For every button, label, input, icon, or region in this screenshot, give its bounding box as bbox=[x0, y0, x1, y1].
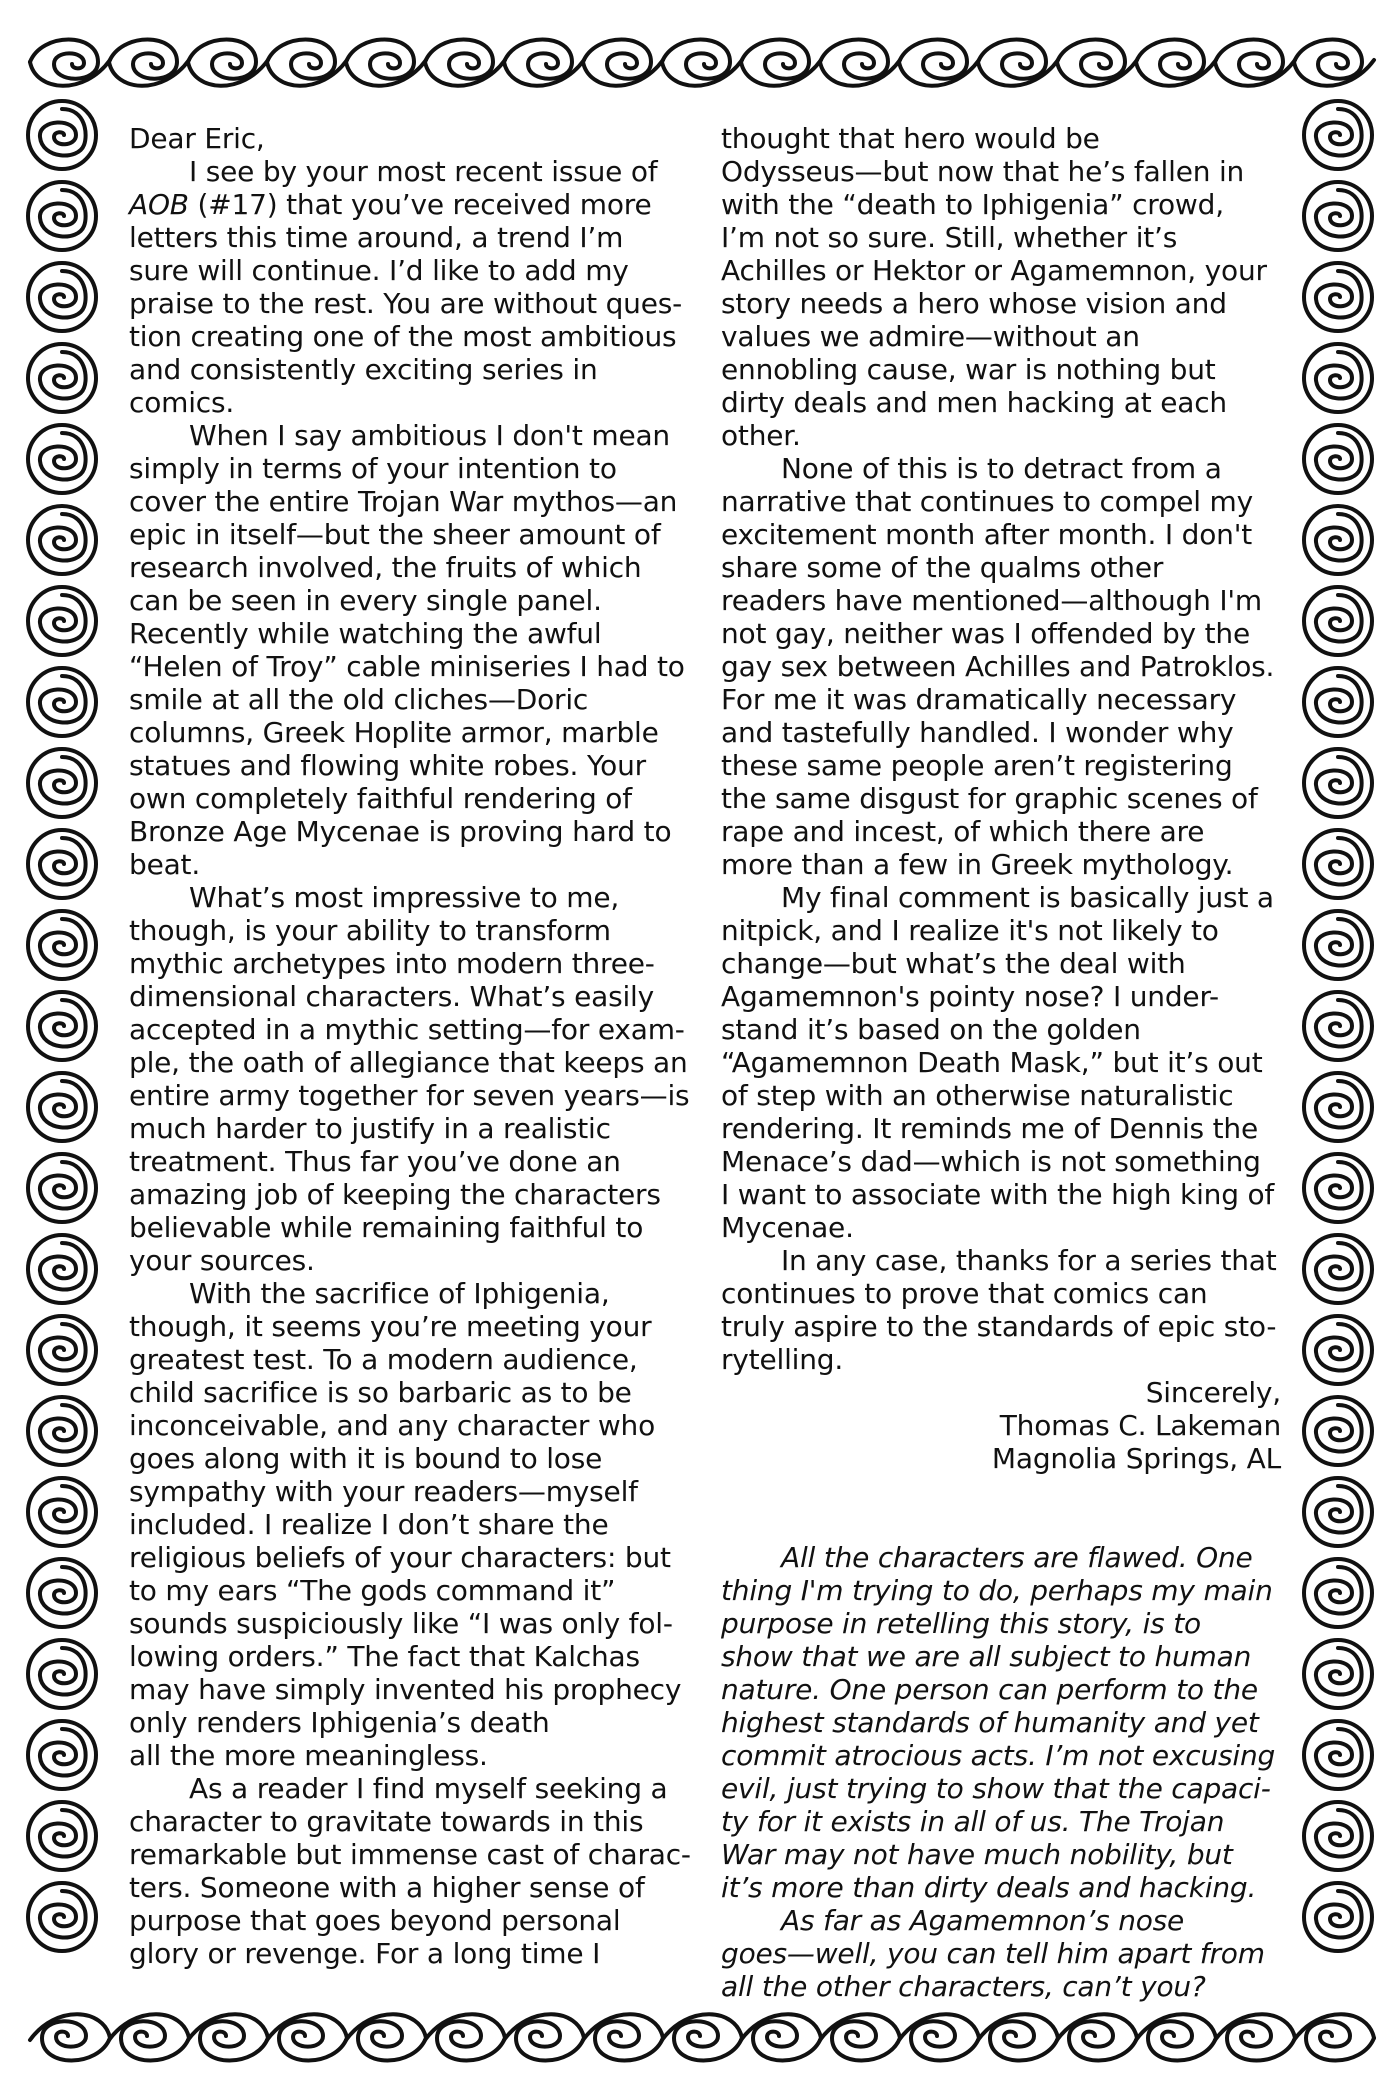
letter-line: accepted in a mythic setting—for exam- bbox=[129, 1013, 685, 1046]
spiral-wave-icon bbox=[28, 101, 96, 169]
letter-left-column bbox=[129, 122, 715, 1970]
spiral-wave-icon bbox=[1304, 749, 1372, 817]
spiral-wave-icon bbox=[899, 40, 979, 86]
spiral-wave-icon bbox=[30, 40, 110, 86]
letter-line: thought that hero would be bbox=[721, 122, 1100, 155]
letter-line: Menace’s dad—which is not something bbox=[721, 1145, 1261, 1178]
letter-line: greatest test. To a modern audience, bbox=[129, 1343, 638, 1376]
publication-title: AOB bbox=[129, 188, 189, 221]
spiral-wave-icon bbox=[1304, 587, 1372, 655]
letter-line: statues and flowing white robes. Your bbox=[129, 749, 646, 782]
letter-line: all the more meaningless. bbox=[129, 1739, 488, 1772]
border-left bbox=[28, 101, 96, 1951]
spiral-wave-icon bbox=[583, 2014, 663, 2060]
border-top bbox=[30, 40, 1374, 86]
letter-line: with the “death to Iphigenia” crowd, bbox=[721, 188, 1224, 221]
spiral-wave-icon bbox=[28, 587, 96, 655]
letter-line: simply in terms of your intention to bbox=[129, 452, 617, 485]
letter-line: truly aspire to the standards of epic sto- bbox=[721, 1310, 1277, 1343]
letter-line: epic in itself—but the sheer amount of bbox=[129, 518, 661, 551]
letter-line: share some of the qualms other bbox=[721, 551, 1164, 584]
letter-line: letters this time around, a trend I’m bbox=[129, 221, 624, 254]
spiral-wave-icon bbox=[1294, 40, 1374, 86]
spiral-wave-icon bbox=[1304, 1154, 1372, 1222]
spiral-wave-icon bbox=[1304, 830, 1372, 898]
spiral-wave-icon bbox=[820, 40, 900, 86]
letter-line: can be seen in every single panel. bbox=[129, 584, 602, 617]
letter-line: gay sex between Achilles and Patroklos. bbox=[721, 650, 1275, 683]
spiral-wave-icon bbox=[28, 1721, 96, 1789]
letter-line: lowing orders.” The fact that Kalchas bbox=[129, 1640, 640, 1673]
letter-line: columns, Greek Hoplite armor, marble bbox=[129, 716, 659, 749]
letter-line: may have simply invented his prophecy bbox=[129, 1673, 682, 1706]
spiral-wave-icon bbox=[1304, 1883, 1372, 1951]
letter-line: Achilles or Hektor or Agamemnon, your bbox=[721, 254, 1267, 287]
letter-line: amazing job of keeping the characters bbox=[129, 1178, 661, 1211]
letter-line: Mycenae. bbox=[721, 1211, 854, 1244]
letter-line: stand it’s based on the golden bbox=[721, 1013, 1141, 1046]
letter-line: “Helen of Troy” cable miniseries I had to bbox=[129, 650, 685, 683]
spiral-wave-icon bbox=[504, 40, 584, 86]
letter-line: beat. bbox=[129, 848, 201, 881]
spiral-wave-icon bbox=[978, 40, 1058, 86]
signature-name: Thomas C. Lakeman bbox=[999, 1409, 1281, 1442]
letter-line: sounds suspiciously like “I was only fol- bbox=[129, 1607, 673, 1640]
signature-closing: Sincerely, bbox=[1145, 1376, 1281, 1409]
spiral-wave-icon bbox=[28, 1478, 96, 1546]
reply-line: War may not have much nobility, but bbox=[721, 1838, 1233, 1871]
spiral-wave-icon bbox=[1304, 1559, 1372, 1627]
reply-line: all the other characters, can’t you? bbox=[721, 1970, 1206, 2003]
spiral-wave-icon bbox=[28, 749, 96, 817]
letter-line: dimensional characters. What’s easily bbox=[129, 980, 655, 1013]
letter-line: When I say ambitious I don't mean bbox=[189, 419, 670, 452]
spiral-wave-icon bbox=[28, 182, 96, 250]
letter-line: entire army together for seven years—is bbox=[129, 1079, 690, 1112]
spiral-wave-icon bbox=[820, 2014, 900, 2060]
spiral-wave-icon bbox=[1304, 506, 1372, 574]
spacer bbox=[721, 1508, 1281, 1541]
spiral-wave-icon bbox=[1136, 40, 1216, 86]
editor-reply bbox=[721, 1541, 1281, 2003]
spiral-wave-icon bbox=[1304, 182, 1372, 250]
letter-line: research involved, the fruits of which bbox=[129, 551, 642, 584]
spiral-wave-icon bbox=[1136, 2014, 1216, 2060]
spiral-wave-icon bbox=[1304, 1397, 1372, 1465]
spiral-wave-icon bbox=[899, 2014, 979, 2060]
letter-line: None of this is to detract from a bbox=[781, 452, 1222, 485]
spiral-wave-icon bbox=[1304, 1073, 1372, 1141]
reply-line: ty for it exists in all of us. The Trojan bbox=[721, 1805, 1225, 1838]
reply-line: thing I'm trying to do, perhaps my main bbox=[721, 1574, 1273, 1607]
letter-line: values we admire—without an bbox=[721, 320, 1140, 353]
spiral-wave-icon bbox=[425, 40, 505, 86]
spiral-wave-icon bbox=[1215, 40, 1295, 86]
spiral-wave-icon bbox=[28, 506, 96, 574]
spiral-wave-icon bbox=[741, 2014, 821, 2060]
spiral-wave-icon bbox=[504, 2014, 584, 2060]
reply-line: it’s more than dirty deals and hacking. bbox=[721, 1871, 1257, 1904]
letter-line: ennobling cause, war is nothing but bbox=[721, 353, 1216, 386]
spiral-wave-icon bbox=[28, 992, 96, 1060]
letter-line: Agamemnon's pointy nose? I under- bbox=[721, 980, 1219, 1013]
spiral-wave-icon bbox=[28, 911, 96, 979]
letter-line: glory or revenge. For a long time I bbox=[129, 1937, 601, 1970]
spiral-wave-icon bbox=[109, 2014, 189, 2060]
letter-line: For me it was dramatically necessary bbox=[721, 683, 1237, 716]
spiral-wave-icon bbox=[1057, 40, 1137, 86]
spiral-wave-icon bbox=[1304, 1640, 1372, 1708]
letter-right-body bbox=[721, 122, 1281, 1376]
letter-line: ple, the oath of allegiance that keeps an bbox=[129, 1046, 688, 1079]
spiral-wave-icon bbox=[346, 2014, 426, 2060]
letter-line: I’m not so sure. Still, whether it’s bbox=[721, 221, 1178, 254]
spacer bbox=[721, 1475, 1281, 1508]
spiral-wave-icon bbox=[109, 40, 189, 86]
reply-line: purpose in retelling this story, is to bbox=[721, 1607, 1201, 1640]
spiral-wave-icon bbox=[1304, 1316, 1372, 1384]
letter-line: the same disgust for graphic scenes of bbox=[721, 782, 1258, 815]
spiral-wave-icon bbox=[28, 1316, 96, 1384]
letter-line: I see by your most recent issue of bbox=[189, 155, 658, 188]
letter-line: goes along with it is bound to lose bbox=[129, 1442, 603, 1475]
letter-line: Odysseus—but now that he’s fallen in bbox=[721, 155, 1245, 188]
spiral-wave-icon bbox=[28, 668, 96, 736]
spiral-wave-icon bbox=[741, 40, 821, 86]
letter-line: My final comment is basically just a bbox=[781, 881, 1274, 914]
letter-right-column bbox=[721, 122, 1281, 2003]
spiral-wave-icon bbox=[1057, 2014, 1137, 2060]
letter-line: excitement month after month. I don't bbox=[721, 518, 1252, 551]
spiral-wave-icon bbox=[662, 40, 742, 86]
spiral-wave-icon bbox=[1294, 2014, 1374, 2060]
letter-line: your sources. bbox=[129, 1244, 315, 1277]
spiral-wave-icon bbox=[1304, 101, 1372, 169]
letter-line: cover the entire Trojan War mythos—an bbox=[129, 485, 678, 518]
spiral-wave-icon bbox=[1215, 2014, 1295, 2060]
letter-line: What’s most impressive to me, bbox=[189, 881, 620, 914]
reply-line: highest standards of humanity and yet bbox=[721, 1706, 1259, 1739]
letter-line: praise to the rest. You are without ques- bbox=[129, 287, 683, 320]
spiral-wave-icon bbox=[28, 830, 96, 898]
letter-line: nitpick, and I realize it's not likely to bbox=[721, 914, 1219, 947]
letter-line: of step with an otherwise naturalistic bbox=[721, 1079, 1234, 1112]
spiral-wave-icon bbox=[28, 1397, 96, 1465]
spiral-wave-icon bbox=[1304, 344, 1372, 412]
spiral-wave-icon bbox=[28, 1235, 96, 1303]
spiral-wave-icon bbox=[28, 1640, 96, 1708]
letter-line: not gay, neither was I offended by the bbox=[721, 617, 1250, 650]
letter-line: rape and incest, of which there are bbox=[721, 815, 1205, 848]
letter-line: Recently while watching the awful bbox=[129, 617, 602, 650]
spiral-wave-icon bbox=[28, 1073, 96, 1141]
spiral-wave-icon bbox=[1304, 992, 1372, 1060]
reply-line: As far as Agamemnon’s nose bbox=[781, 1904, 1185, 1937]
spiral-wave-icon bbox=[662, 2014, 742, 2060]
letter-line: other. bbox=[721, 419, 801, 452]
spiral-wave-icon bbox=[346, 40, 426, 86]
spiral-wave-icon bbox=[28, 425, 96, 493]
spiral-wave-icon bbox=[1304, 1721, 1372, 1789]
spiral-wave-icon bbox=[188, 2014, 268, 2060]
letter-line: included. I realize I don’t share the bbox=[129, 1508, 609, 1541]
spiral-wave-icon bbox=[267, 40, 347, 86]
signature-location: Magnolia Springs, AL bbox=[991, 1442, 1281, 1475]
spiral-wave-icon bbox=[28, 1802, 96, 1870]
letter-line: With the sacrifice of Iphigenia, bbox=[189, 1277, 610, 1310]
letter-line: though, it seems you’re meeting your bbox=[129, 1310, 652, 1343]
spiral-wave-icon bbox=[425, 2014, 505, 2060]
letter-line: own completely faithful rendering of bbox=[129, 782, 632, 815]
letter-line: Dear Eric, bbox=[129, 122, 265, 155]
letter-line: these same people aren’t registering bbox=[721, 749, 1233, 782]
letter-line: mythic archetypes into modern three- bbox=[129, 947, 655, 980]
letter-line: tion creating one of the most ambitious bbox=[129, 320, 677, 353]
spiral-wave-icon bbox=[28, 1559, 96, 1627]
spiral-wave-icon bbox=[28, 344, 96, 412]
letter-line bbox=[129, 188, 715, 221]
letter-line: more than a few in Greek mythology. bbox=[721, 848, 1234, 881]
letter-line: to my ears “The gods command it” bbox=[129, 1574, 616, 1607]
letter-line: believable while remaining faithful to bbox=[129, 1211, 644, 1244]
letter-line: In any case, thanks for a series that bbox=[781, 1244, 1277, 1277]
spiral-wave-icon bbox=[1304, 263, 1372, 331]
spiral-wave-icon bbox=[28, 1883, 96, 1951]
spiral-wave-icon bbox=[1304, 1802, 1372, 1870]
spiral-wave-icon bbox=[267, 2014, 347, 2060]
letter-line: sympathy with your readers—myself bbox=[129, 1475, 638, 1508]
letter-line: readers have mentioned—although I'm bbox=[721, 584, 1262, 617]
spiral-wave-icon bbox=[28, 1154, 96, 1222]
reply-line: nature. One person can perform to the bbox=[721, 1673, 1258, 1706]
spiral-wave-icon bbox=[583, 40, 663, 86]
letter-line: I want to associate with the high king of bbox=[721, 1178, 1275, 1211]
spiral-wave-icon bbox=[30, 2014, 110, 2060]
letter-line: character to gravitate towards in this bbox=[129, 1805, 644, 1838]
letter-line: treatment. Thus far you’ve done an bbox=[129, 1145, 621, 1178]
letter-line: though, is your ability to transform bbox=[129, 914, 611, 947]
reply-line: evil, just trying to show that the capaci- bbox=[721, 1772, 1271, 1805]
letter-line: change—but what’s the deal with bbox=[721, 947, 1186, 980]
spiral-wave-icon bbox=[188, 40, 268, 86]
letter-line: child sacrifice is so barbaric as to be bbox=[129, 1376, 632, 1409]
spiral-wave-icon bbox=[1304, 1478, 1372, 1546]
letter-line: only renders Iphigenia’s death bbox=[129, 1706, 550, 1739]
reply-line: commit atrocious acts. I’m not excusing bbox=[721, 1739, 1276, 1772]
spiral-wave-icon bbox=[1304, 1235, 1372, 1303]
letter-line: narrative that continues to compel my bbox=[721, 485, 1253, 518]
letter-line: Bronze Age Mycenae is proving hard to bbox=[129, 815, 672, 848]
letter-line: much harder to justify in a realistic bbox=[129, 1112, 611, 1145]
spiral-wave-icon bbox=[28, 263, 96, 331]
spiral-wave-icon bbox=[1304, 425, 1372, 493]
letter-line: remarkable but immense cast of charac- bbox=[129, 1838, 691, 1871]
letter-line: purpose that goes beyond personal bbox=[129, 1904, 621, 1937]
letter-line: rendering. It reminds me of Dennis the bbox=[721, 1112, 1258, 1145]
border-right bbox=[1304, 101, 1372, 1951]
letter-line: religious beliefs of your characters: but bbox=[129, 1541, 671, 1574]
letter-line: ters. Someone with a higher sense of bbox=[129, 1871, 645, 1904]
reply-line: All the characters are flawed. One bbox=[781, 1541, 1253, 1574]
letter-line: story needs a hero whose vision and bbox=[721, 287, 1227, 320]
letter-line: comics. bbox=[129, 386, 235, 419]
letter-line: “Agamemnon Death Mask,” but it’s out bbox=[721, 1046, 1263, 1079]
line-text: (#17) that you’ve received more bbox=[188, 188, 652, 221]
letter-line: As a reader I find myself seeking a bbox=[189, 1772, 668, 1805]
border-bottom bbox=[30, 2014, 1374, 2060]
letter-line: sure will continue. I’d like to add my bbox=[129, 254, 629, 287]
reply-line: goes—well, you can tell him apart from bbox=[721, 1937, 1265, 1970]
spiral-wave-icon bbox=[1304, 911, 1372, 979]
reply-line: show that we are all subject to human bbox=[721, 1640, 1252, 1673]
letter-line: smile at all the old cliches—Doric bbox=[129, 683, 589, 716]
letter-line: and consistently exciting series in bbox=[129, 353, 598, 386]
letter-line: dirty deals and men hacking at each bbox=[721, 386, 1227, 419]
letter-line: inconceivable, and any character who bbox=[129, 1409, 656, 1442]
letter-line: continues to prove that comics can bbox=[721, 1277, 1208, 1310]
spiral-wave-icon bbox=[978, 2014, 1058, 2060]
spiral-wave-icon bbox=[1304, 668, 1372, 736]
letter-line: rytelling. bbox=[721, 1343, 844, 1376]
letter-line: and tastefully handled. I wonder why bbox=[721, 716, 1234, 749]
